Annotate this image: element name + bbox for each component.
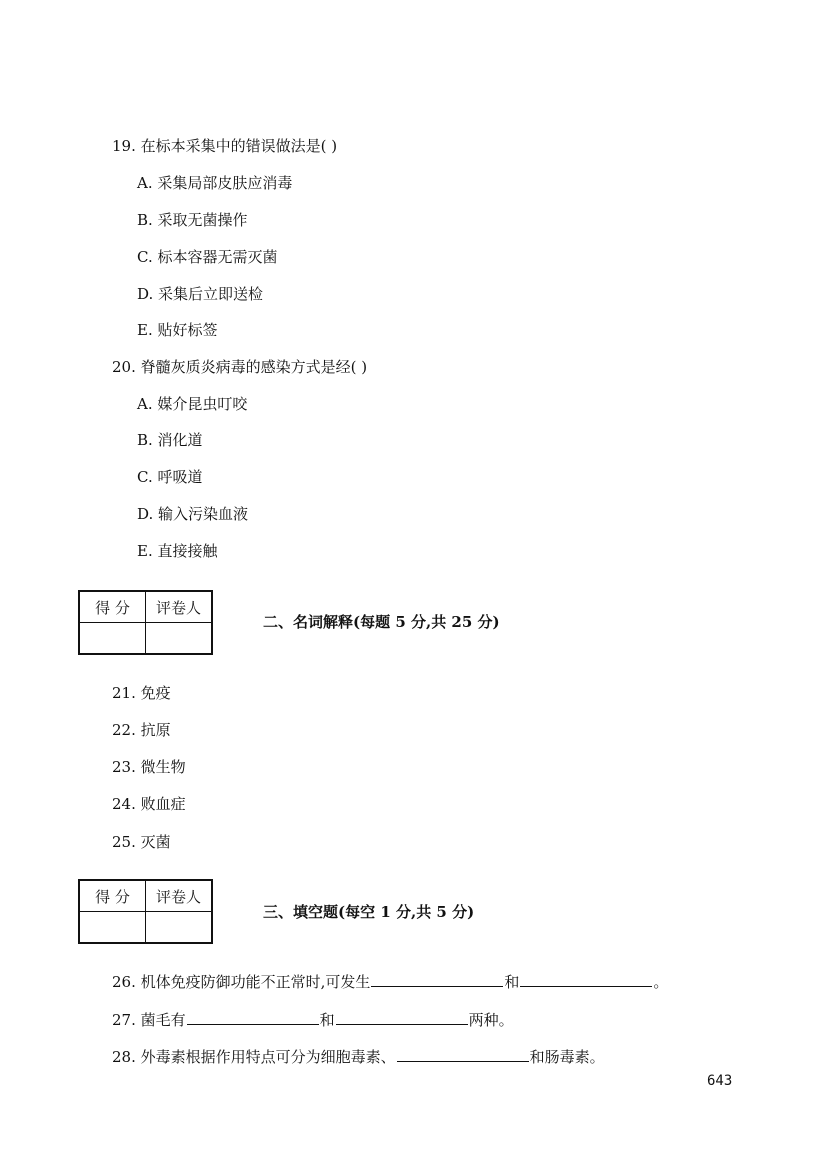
score-cell <box>79 623 146 655</box>
question-28 <box>112 1047 605 1067</box>
question-20-stem: 20. 脊髓灰质炎病毒的感染方式是经( ) <box>112 358 368 376</box>
question-26 <box>112 972 668 992</box>
q28-text-a: 28. 外毒素根据作用特点可分为细胞毒素、 <box>112 1048 396 1066</box>
q20-option-b: B. 消化道 <box>137 431 203 449</box>
q19-option-b: B. 采取无菌操作 <box>137 211 248 229</box>
page-number: 643 <box>707 1073 733 1089</box>
score-label: 得 分 <box>79 880 146 912</box>
section-3-title: 三、填空题(每空 1 分,共 5 分) <box>263 903 475 921</box>
term-23: 23. 微生物 <box>112 758 186 776</box>
score-box-section-2 <box>78 590 213 655</box>
q19-option-c: C. 标本容器无需灭菌 <box>137 248 278 266</box>
q26-text-a: 26. 机体免疫防御功能不正常时,可发生 <box>112 973 371 991</box>
grader-cell <box>146 623 213 655</box>
section-2-title: 二、名词解释(每题 5 分,共 25 分) <box>263 613 500 631</box>
q28-text-b: 和肠毒素。 <box>529 1048 605 1066</box>
q20-option-d: D. 输入污染血液 <box>137 505 249 523</box>
q28-blank-1[interactable] <box>397 1047 529 1062</box>
term-21: 21. 免疫 <box>112 684 171 702</box>
score-label: 得 分 <box>79 591 146 623</box>
question-19-stem: 19. 在标本采集中的错误做法是( ) <box>112 137 338 155</box>
q26-text-b: 和 <box>504 973 520 991</box>
q20-option-e: E. 直接接触 <box>137 542 218 560</box>
term-24: 24. 败血症 <box>112 795 186 813</box>
q27-blank-2[interactable] <box>336 1010 468 1025</box>
q19-option-d: D. 采集后立即送检 <box>137 285 264 303</box>
q27-text-a: 27. 菌毛有 <box>112 1011 186 1029</box>
grader-label: 评卷人 <box>146 591 213 623</box>
q20-option-a: A. 媒介昆虫叮咬 <box>137 395 248 413</box>
q26-blank-2[interactable] <box>520 972 652 987</box>
score-cell <box>79 912 146 944</box>
term-25: 25. 灭菌 <box>112 833 171 851</box>
q27-text-b: 和 <box>319 1011 335 1029</box>
score-box-section-3 <box>78 879 213 944</box>
q27-text-c: 两种。 <box>468 1011 514 1029</box>
q26-text-c: 。 <box>653 973 669 991</box>
grader-label: 评卷人 <box>146 880 213 912</box>
q27-blank-1[interactable] <box>187 1010 319 1025</box>
q19-option-e: E. 贴好标签 <box>137 321 218 339</box>
question-27 <box>112 1010 514 1030</box>
q20-option-c: C. 呼吸道 <box>137 468 203 486</box>
term-22: 22. 抗原 <box>112 721 171 739</box>
grader-cell <box>146 912 213 944</box>
q19-option-a: A. 采集局部皮肤应消毒 <box>137 174 293 192</box>
q26-blank-1[interactable] <box>371 972 503 987</box>
